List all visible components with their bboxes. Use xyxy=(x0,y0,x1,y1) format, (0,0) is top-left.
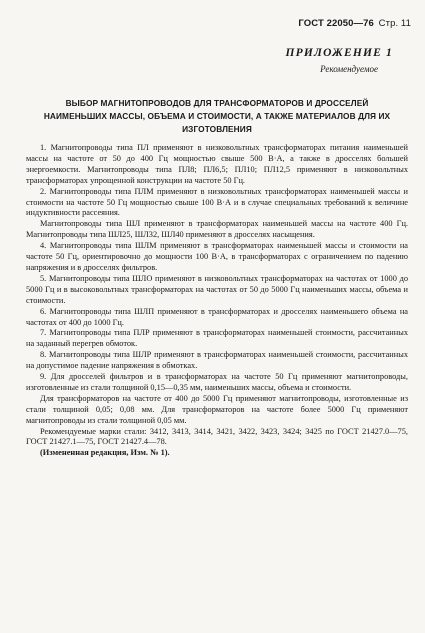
document-body xyxy=(26,143,408,459)
paragraph: Для трансформаторов на частоте от 400 до 5000 Гц применяют магнитопроводы, изготовленные из стали толщиной 0,05; 0,08 мм. Для трансформаторов на частоте более 5000 Гц применяют магнитопроводы из стали толщиной 0,05 мм. xyxy=(26,393,408,425)
paragraph: Рекомендуемые марки стали: 3412, 3413, 3414, 3421, 3422, 3423, 3424; 3425 по ГОСТ 21427.0—75, ГОСТ 21427.1—75, ГОСТ 21427.4—78. xyxy=(26,426,408,447)
standard-number: ГОСТ 22050—76 xyxy=(298,18,374,29)
revision-note: (Измененная редакция, Изм. № 1). xyxy=(40,448,170,458)
paragraph: 4. Магнитопроводы типа ШЛМ применяют в трансформаторах наименьшей массы и стоимости на частоте 50 Гц, ориентировочно до мощности 100 В·А, в трансформаторах с ограничением по падению напряжения и в дросселях фильтров. xyxy=(26,241,408,272)
page-header xyxy=(298,18,411,29)
paragraph: 2. Магнитопроводы типа ПЛМ применяют в низковольтных трансформаторах наименьшей массы и стоимости на частоте 50 Гц мощностью свыше 100 В·А и в случае специальных требований к величине индуктивности рассеяния. xyxy=(26,186,408,218)
paragraph: 1. Магнитопроводы типа ПЛ применяют в низковольтных трансформаторах питания наименьшей массы на частоте от 50 до 400 Гц мощностью свыше 500 В·А, а также в дросселях большей энергоемкости. Магнитопроводы типа ПЛ8; ПЛ6,5; ПЛ10; ПЛ12,5 применяют в низковольтных трансформаторах упрощенной конструкции на частоте 50 Гц. xyxy=(26,143,408,185)
appendix-label: ПРИЛОЖЕНИЕ 1 xyxy=(285,47,393,59)
paragraph: 5. Магнитопроводы типа ШЛО применяют в низковольтных трансформаторах на частотах от 1000 до 5000 Гц и в высоковольтных трансформаторах на частотах от 50 до 5000 Гц наименьших массы, объема и стоимости. xyxy=(26,273,408,305)
page-number: Стр. 11 xyxy=(378,18,411,29)
paragraph: 9. Для дросселей фильтров и в трансформаторах на частоте 50 Гц применяют магнитопроводы, изготовленные из стали толщиной 0,15—0,35 мм, наименьших массы, объема и стоимости. xyxy=(26,372,408,392)
section-title: ВЫБОР МАГНИТОПРОВОДОВ ДЛЯ ТРАНСФОРМАТОРОВ И ДРОССЕЛЕЙ НАИМЕНЬШИХ МАССЫ, ОБЪЕМА И СТОИМОСТИ, А ТАКЖЕ МАТЕРИАЛОВ ДЛЯ ИХ ИЗГОТОВЛЕНИЯ xyxy=(43,98,391,135)
paragraph: 6. Магнитопроводы типа ШЛП применяют в трансформаторах и дросселях наименьшего объема на частотах от 400 до 1000 Гц. xyxy=(26,306,408,327)
paragraph: 8. Магнитопроводы типа ШЛР применяют в трансформаторах наименьшей стоимости, рассчитанных на допустимое падение напряжения в обмотках. xyxy=(26,350,408,371)
paragraph: 7. Магнитопроводы типа ПЛР применяют в трансформаторах наименьшей стоимости, рассчитанных на заданный перегрев обмоток. xyxy=(26,328,408,349)
paragraph: Магнитопроводы типа ШЛ применяют в трансформаторах наименьшей массы на частоте 400 Гц. Магнитопроводы типа ШЛ25, ШЛ32, ШЛ40 применяют в дросселях насыщения. xyxy=(26,219,408,240)
appendix-status: Рекомендуемое xyxy=(320,64,378,74)
